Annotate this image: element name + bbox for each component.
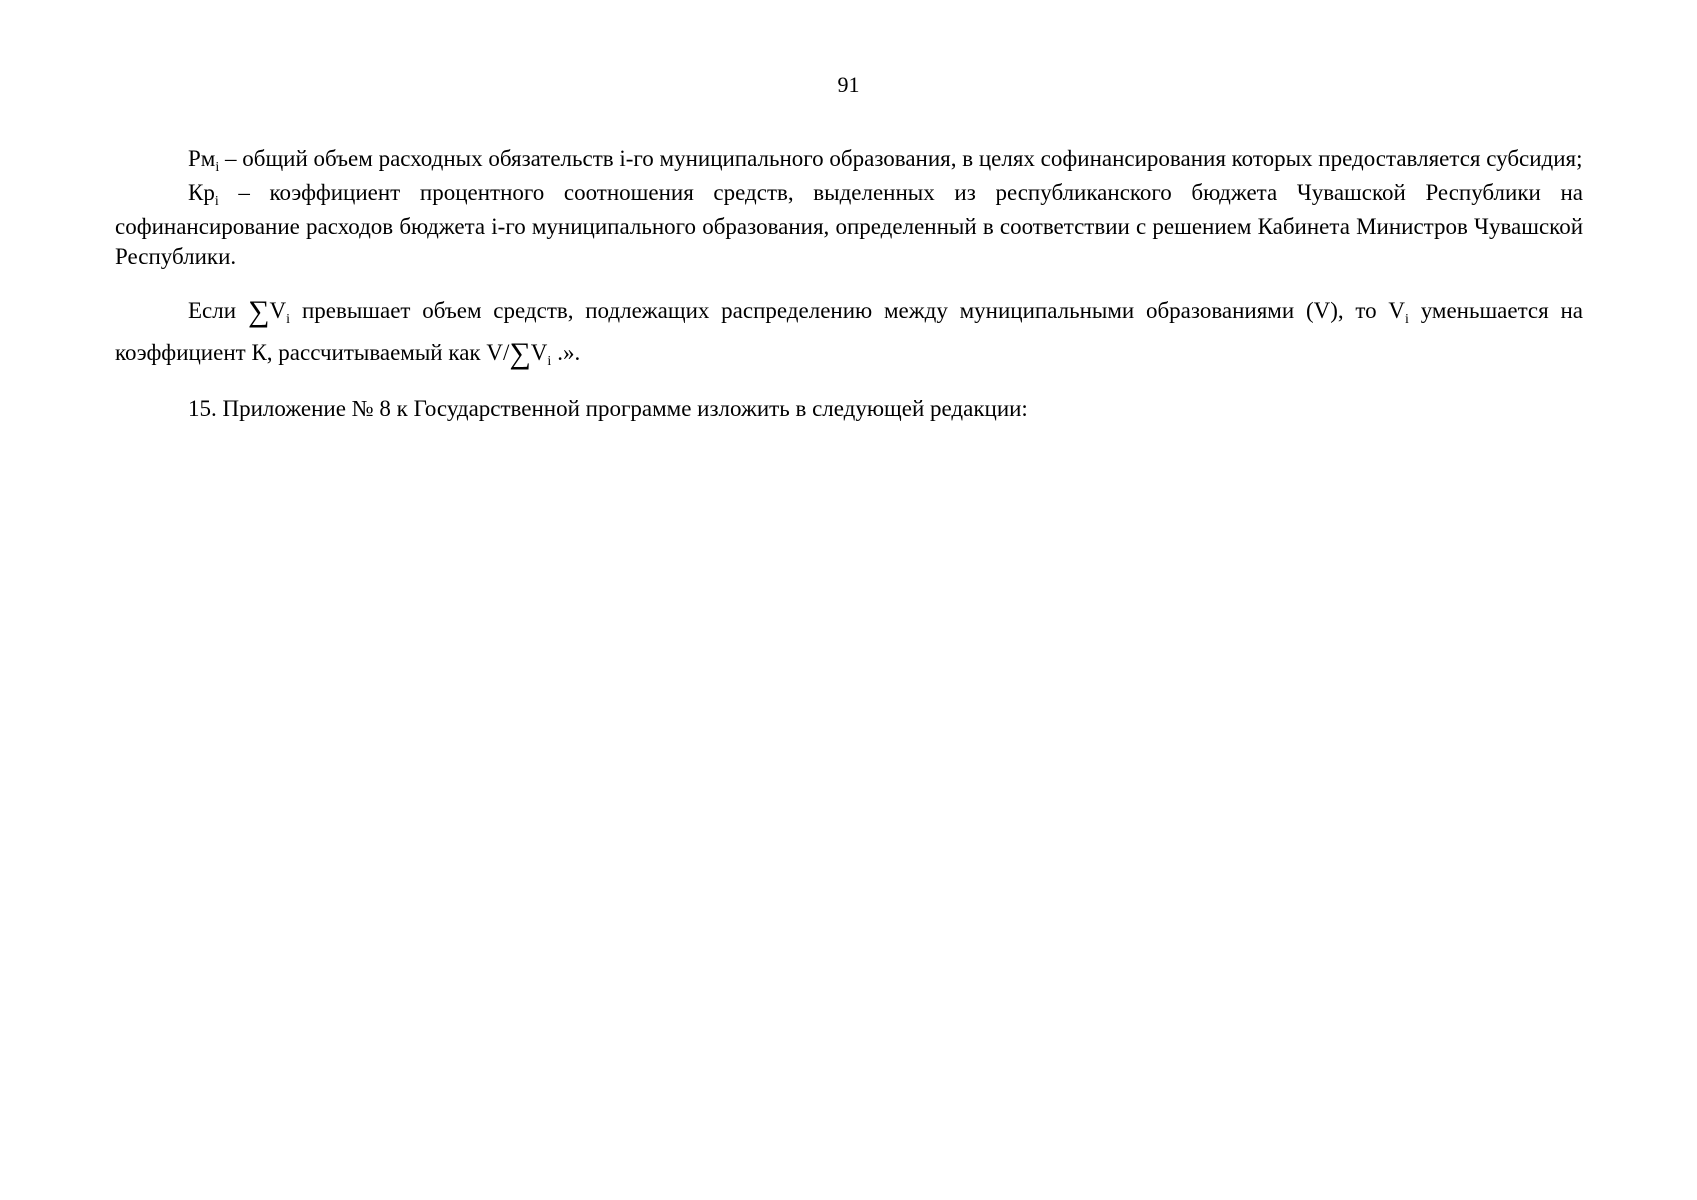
paragraph-item-15: 15. Приложение № 8 к Государственной программе изложить в следующей редакции: (188, 396, 1028, 421)
paragraph-kr-definition (115, 178, 1583, 272)
ratio-numerator: V/ (486, 340, 510, 365)
sum-symbol: ∑ (509, 337, 531, 370)
subscript-i: i (547, 354, 552, 369)
symbol-rm: Рм (188, 146, 216, 171)
document-body (115, 144, 1583, 424)
paragraph-text: – общий объем расходных обязательств i-го муниципального образования, в целях софинансирования которых предоставляется субсидия; (219, 146, 1583, 171)
page-number: 91 (837, 72, 860, 97)
condition-middle-text: превышает объем средств, подлежащих распределению между муниципальными образованиями (V), то V (301, 298, 1406, 323)
condition-end: .». (557, 340, 581, 365)
condition-lead: Если (188, 298, 237, 323)
paragraph-rm-definition (115, 144, 1583, 178)
symbol-kr: Кр (188, 180, 215, 205)
sum-symbol: ∑ (248, 295, 270, 328)
paragraph-text: – коэффициент процентного соотношения средств, выделенных из республиканского бюджета Чувашской Республики на софинансирование расходов бюджета i-го муниципального образования, определенный в соответствии с решением Кабинета Министров Чувашской Республики. (115, 180, 1583, 269)
math-variable-v: V (530, 340, 548, 365)
math-variable-v: V (269, 298, 287, 323)
paragraph-sum-condition (115, 292, 1583, 376)
subscript-i: i (1405, 312, 1409, 327)
subscript-i: i (214, 194, 219, 209)
condition-after-text: уменьшается на коэффициент К, рассчитываемый как (115, 298, 1583, 365)
subscript-i: i (215, 160, 220, 175)
subscript-i: i (286, 312, 290, 327)
